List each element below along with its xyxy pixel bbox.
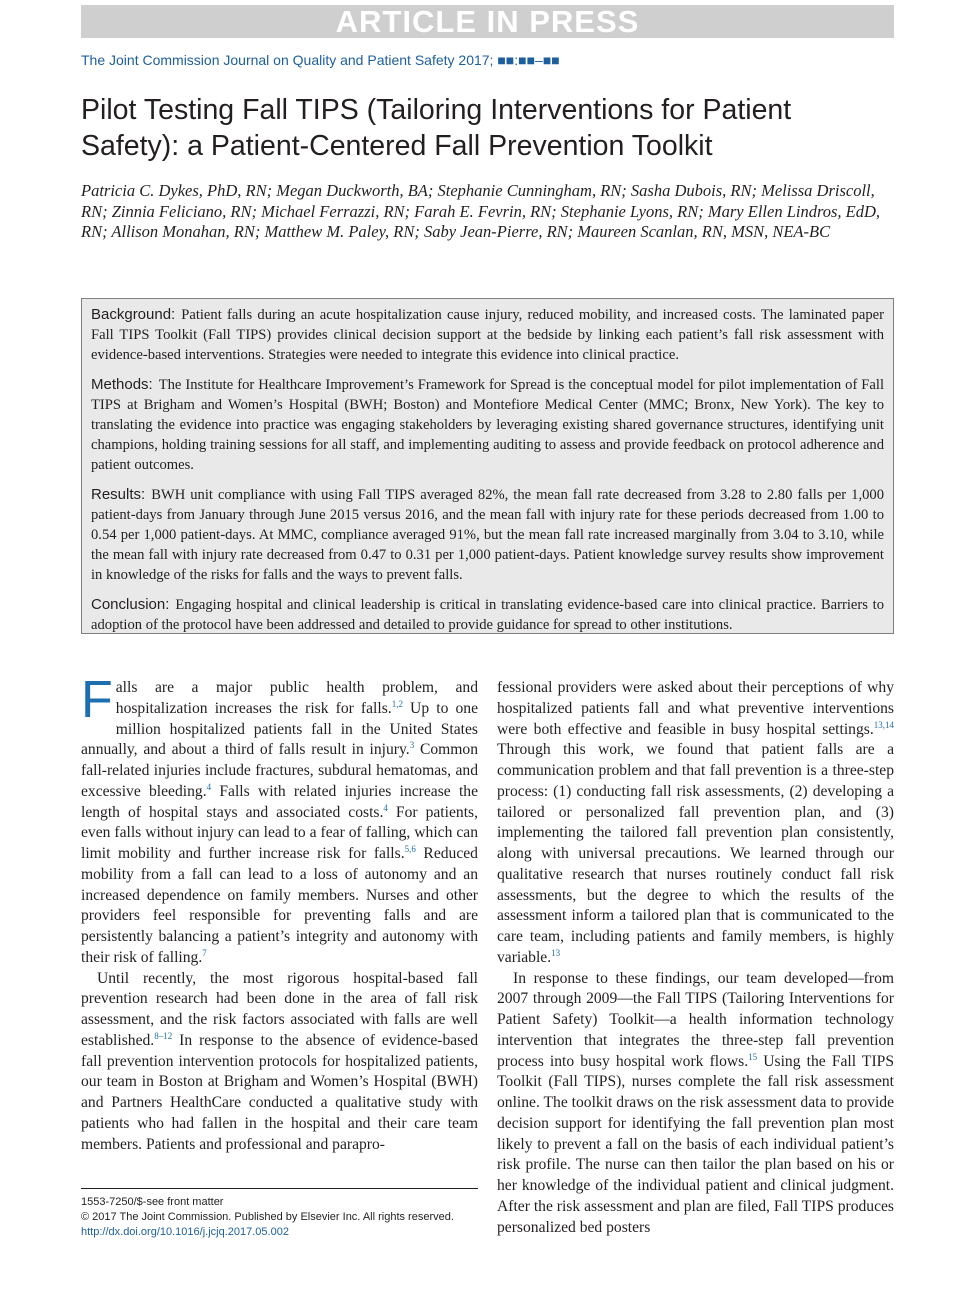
citation-ref[interactable]: 4 bbox=[206, 781, 212, 792]
body-paragraph bbox=[497, 969, 894, 1239]
body-paragraph bbox=[81, 969, 478, 1156]
body-paragraph bbox=[497, 678, 894, 969]
front-matter-footnote bbox=[81, 1188, 478, 1240]
results-text: BWH unit compliance with using Fall TIPS averaged 82%, the mean fall rate decreased from 3.28 to 2.80 falls per 1,000 patient-days from January through June 2015 versus 2016, and the mean fall with injury rate for these periods decreased from 1.00 to 0.54 per 1,000 patient-days. At MMC, compliance averaged 91%, but the mean fall rate increased marginally from 3.04 to 3.10, while the mean fall with injury rate decreased from 0.47 to 0.31 per 1,000 patient-days. Patient knowledge survey results show improvement in knowledge of the risks for falls and the ways to prevent falls. bbox=[91, 487, 884, 583]
body-paragraph bbox=[81, 671, 478, 969]
citation-ref[interactable]: 3 bbox=[409, 740, 415, 751]
abstract-methods bbox=[91, 375, 884, 475]
body-text: Common fall-related injuries include fractures, subdural hematomas, and excessive bleeding. bbox=[81, 741, 478, 800]
citation-ref[interactable]: 4 bbox=[383, 802, 388, 813]
citation-ref[interactable]: 5,6 bbox=[404, 843, 416, 854]
body-text: Until recently, the most rigorous hospital-based fall prevention research had been done in the area of fall risk assessment, and the risk factors associated with falls are well established. bbox=[81, 969, 478, 1049]
results-label: Results: bbox=[91, 486, 146, 503]
copyright-line: © 2017 The Joint Commission. Published by Elsevier Inc. All rights reserved. bbox=[81, 1211, 454, 1223]
journal-citation: The Joint Commission Journal on Quality and Patient Safety 2017; ■■:■■–■■ bbox=[81, 52, 560, 68]
body-text: Using the Fall TIPS Toolkit (Fall TIPS), nurses complete the fall risk assessment online. The toolkit draws on the risk assessment data to provide decision support for identifying the fall prevention plan most likely to prevent a fall on the basis of each individual patient’s risk profile. The nurse can then tailor the plan based on his or her knowledge of the individual patient and clinical judgment. After the risk assessment and plan are filed, Fall TIPS produces personalized bed posters bbox=[497, 1052, 894, 1236]
body-column-left bbox=[81, 671, 478, 1155]
body-text: Falls with related injuries increase the length of hospital stays and associated costs. bbox=[81, 782, 478, 821]
body-text: For patients, even falls without injury can lead to a fear of falling, which can limit mobility and further increase risk for falls. bbox=[81, 803, 478, 862]
body-text: In response to these findings, our team developed—from 2007 through 2009—the Fall TIPS (Tailoring Interventions for Patient Safety) Toolkit—a health information technology intervention that integrates the three-step fall prevention process into busy hospital work flows. bbox=[497, 969, 894, 1070]
body-text: In response to the absence of evidence-based fall prevention intervention protocols for hospitalized patients, our team in Boston at Brigham and Women’s Hospital (BWH) and Partners HealthCare conducted a qualitative study with patients who had fallen in the hospital and their care team members. Patients and professional and parapro- bbox=[81, 1031, 478, 1153]
background-label: Background: bbox=[91, 306, 176, 323]
conclusion-label: Conclusion: bbox=[91, 596, 170, 613]
methods-text: The Institute for Healthcare Improvement’s Framework for Spread is the conceptual model for pilot implementation of Fall TIPS at Brigham and Women’s Hospital (BWH; Boston) and Montefiore Medical Center (MMC; Bronx, New York). The key to translating the evidence into practice was engaging stakeholders by leveraging existing shared governance structures, identifying unit champions, holding training sessions for all staff, and implementing auditing to assess and provide feedback on protocol adherence and patient outcomes. bbox=[91, 377, 884, 473]
abstract-background bbox=[91, 305, 884, 365]
methods-label: Methods: bbox=[91, 376, 153, 393]
body-column-right bbox=[497, 678, 894, 1238]
conclusion-text: Engaging hospital and clinical leadership is critical in translating evidence-based care into clinical practice. Barriers to adoption of the protocol have been addressed and detailed to provide guidance for spread to other institutions. bbox=[91, 597, 884, 633]
author-list: Patricia C. Dykes, PhD, RN; Megan Duckworth, BA; Stephanie Cunningham, RN; Sasha Dubois, RN; Melissa Driscoll, RN; Zinnia Feliciano, RN; Michael Ferrazzi, RN; Farah E. Fevrin, RN; Stephanie Lyons, RN; Mary Ellen Lindros, EdD, RN; Allison Monahan, RN; Matthew M. Paley, RN; Saby Jean-Pierre, RN; Maureen Scanlan, RN, MSN, NEA-BC bbox=[81, 181, 881, 241]
citation-ref[interactable]: 1,2 bbox=[391, 698, 403, 709]
banner-text: ARTICLE IN PRESS bbox=[335, 4, 640, 39]
citation-ref[interactable]: 13,14 bbox=[873, 719, 894, 730]
body-text: alls are a major public health problem, and hospitalization increases the risk for falls. bbox=[115, 679, 478, 717]
issn-line: 1553-7250/$-see front matter bbox=[81, 1196, 224, 1208]
citation-ref[interactable]: 13 bbox=[551, 947, 561, 958]
citation-ref[interactable]: 7 bbox=[202, 947, 207, 958]
body-text: fessional providers were asked about their perceptions of why hospitalized patients fall and what preventive interventions were both effective and feasible in busy hospital settings. bbox=[497, 679, 894, 738]
abstract-conclusion bbox=[91, 595, 884, 635]
abstract-results bbox=[91, 485, 884, 585]
body-text: Through this work, we found that patient falls are a communication problem and that fall prevention is a three-step process: (1) conducting fall risk assessments, (2) developing a tailored or personalized fall prevention plan, and (3) implementing the tailored fall prevention plan consistently, along with universal precautions. We learned through our qualitative research that nurses routinely conduct fall risk assessments, but the degree to which the results of the assessment inform a tailored plan that is communicated to the care team, including patients and family members, is highly variable. bbox=[497, 741, 894, 966]
article-in-press-banner bbox=[81, 5, 894, 38]
background-text: Patient falls during an acute hospitalization cause injury, reduced mobility, and increased costs. The laminated paper Fall TIPS Toolkit (Fall TIPS) provides clinical decision support at the bedside by linking each patient’s fall risk assessment with evidence-based interventions. Strategies were needed to integrate this evidence into clinical practice. bbox=[91, 307, 884, 363]
citation-ref[interactable]: 8–12 bbox=[154, 1030, 173, 1041]
drop-cap: F bbox=[81, 671, 113, 729]
article-title: Pilot Testing Fall TIPS (Tailoring Interventions for Patient Safety): a Patient-Centered Fall Prevention Toolkit bbox=[81, 94, 792, 162]
body-text: Reduced mobility from a fall can lead to a loss of autonomy and an increased dependence on family members. Nurses and other providers feel responsible for preventing falls and are persistently balancing a patient’s integrity and autonomy with their risk of falling. bbox=[81, 845, 478, 966]
body-text: Up to one million hospitalized patients fall in the United States annually, and about a third of falls result in injury. bbox=[81, 699, 478, 759]
abstract-box bbox=[81, 298, 894, 634]
citation-ref[interactable]: 15 bbox=[748, 1051, 758, 1062]
doi-link[interactable]: http://dx.doi.org/10.1016/j.jcjq.2017.05.002 bbox=[81, 1226, 289, 1238]
